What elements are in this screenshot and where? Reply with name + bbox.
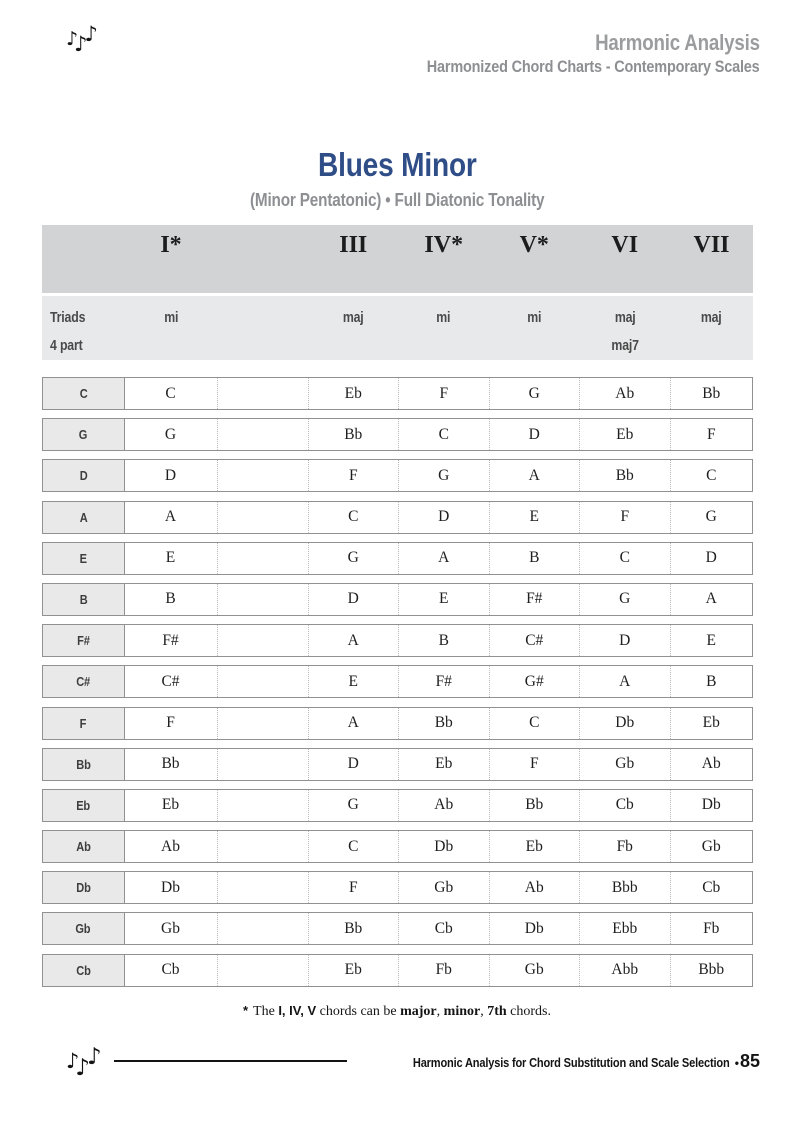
note-cell: Eb (308, 955, 399, 986)
music-notes-logo-footer (66, 1044, 102, 1081)
note-cell: F (670, 419, 753, 450)
degree-header-key-spacer (42, 232, 125, 293)
note-cell: G (164, 425, 177, 443)
row-key-label: Gb (75, 921, 91, 937)
note-cell: B (670, 666, 753, 697)
row-key-label: F (79, 715, 87, 731)
note-cell: Ab (161, 837, 180, 855)
note-cell: A (308, 708, 399, 739)
note-cell (217, 502, 308, 533)
note-cell (217, 955, 308, 986)
degree-header-cell: VII (693, 232, 730, 258)
quality-label-line2: 4 part (50, 338, 83, 354)
note-cell: Bb (308, 419, 399, 450)
footnote-text: chords. (506, 1004, 551, 1019)
footnote-minor: minor (443, 1004, 481, 1019)
row-key-cell (43, 625, 125, 656)
eighth-note-icon: ♪ (87, 1044, 102, 1070)
note-cell: Ab (398, 790, 489, 821)
note-cell (217, 625, 308, 656)
row-key-cell (43, 708, 125, 739)
note-cell: Db (670, 790, 753, 821)
note-cell: F# (398, 666, 489, 697)
note-cell: Bbb (670, 955, 753, 986)
note-cell: C (308, 502, 399, 533)
chord-table-body (42, 377, 753, 987)
note-cell: E (489, 502, 580, 533)
note-cell: Abb (579, 955, 670, 986)
eighth-note-icon: ♪ (74, 32, 88, 56)
note-cell: A (670, 584, 753, 615)
table-row (42, 748, 753, 781)
note-cell: Gb (398, 872, 489, 903)
note-cell: A (489, 460, 580, 491)
row-key-cell (43, 749, 125, 780)
note-cell: D (670, 543, 753, 574)
note-cell: Bb (489, 790, 580, 821)
note-cell: F# (162, 631, 179, 649)
row-key-cell (43, 790, 125, 821)
row-key-cell (43, 460, 125, 491)
row-key-cell (43, 666, 125, 697)
note-cell: A (398, 543, 489, 574)
note-cell: Eb (398, 749, 489, 780)
note-cell: G# (489, 666, 580, 697)
note-cell (217, 419, 308, 450)
note-cell: C (165, 384, 176, 402)
note-cell: Gb (489, 955, 580, 986)
note-cell: Db (579, 708, 670, 739)
row-key-cell (43, 543, 125, 574)
row-key-cell (43, 378, 125, 409)
row-key-label: Eb (76, 797, 91, 813)
row-key-label: C (79, 386, 88, 401)
footer-text-block (357, 1051, 760, 1072)
note-cell: Ebb (579, 913, 670, 944)
note-cell: G (489, 378, 580, 409)
note-cell: F (166, 714, 175, 731)
footnote-seventh: 7th (487, 1004, 507, 1019)
degree-header-cell: III (339, 232, 368, 258)
note-cell: D (489, 419, 580, 450)
eighth-note-icon: ♪ (75, 1055, 91, 1081)
running-head (368, 30, 760, 78)
row-key-label: C# (76, 674, 91, 690)
row-key-cell (43, 913, 125, 944)
note-cell (217, 584, 308, 615)
row-key-label: B (79, 591, 88, 607)
note-cell: F# (489, 584, 580, 615)
table-row (42, 459, 753, 492)
note-cell: C (489, 708, 580, 739)
row-key-cell (43, 502, 125, 533)
footer-bullet: • (734, 1055, 739, 1070)
footnote (0, 1003, 794, 1020)
row-key-cell (43, 955, 125, 986)
table-row (42, 377, 753, 410)
table-row (42, 789, 753, 822)
note-cell: Ab (670, 749, 753, 780)
degree-header-cell: V* (519, 232, 549, 258)
note-cell: B (398, 625, 489, 656)
note-cell: F (308, 872, 399, 903)
note-cell: Gb (579, 749, 670, 780)
note-cell: Bb (670, 378, 753, 409)
note-cell: G (398, 460, 489, 491)
note-cell: A (579, 666, 670, 697)
table-row (42, 954, 753, 987)
note-cell: Eb (579, 419, 670, 450)
note-cell: C (579, 543, 670, 574)
page-subtitle: (Minor Pentatonic) • Full Diatonic Tonality (249, 190, 545, 210)
eighth-note-icon: ♪ (66, 1049, 80, 1073)
quality-value: mi (163, 310, 179, 326)
row-key-label: Cb (76, 962, 91, 978)
note-cell: Bbb (579, 872, 670, 903)
note-cell: E (308, 666, 399, 697)
note-cell: F (308, 460, 399, 491)
eighth-note-icon: ♪ (66, 28, 79, 50)
note-cell: Gb (161, 919, 180, 937)
table-row (42, 418, 753, 451)
note-cell: F (489, 749, 580, 780)
note-cell: A (164, 508, 177, 526)
note-cell: Cb (670, 872, 753, 903)
note-cell: Ab (489, 872, 580, 903)
footnote-degrees: I, IV, V (278, 1003, 317, 1018)
quality-cell (489, 304, 580, 360)
note-cell: B (489, 543, 580, 574)
note-cell: C# (489, 625, 580, 656)
chart-title-block (0, 146, 794, 213)
note-cell (217, 790, 308, 821)
quality-value: mi (436, 310, 451, 326)
row-key-label: D (79, 468, 88, 484)
page-footer (66, 1044, 760, 1081)
note-cell: Cb (161, 961, 180, 979)
quality-cell (125, 304, 217, 360)
eighth-note-icon: ♪ (84, 22, 98, 46)
note-cell: F (398, 378, 489, 409)
table-row (42, 665, 753, 698)
quality-value: maj (342, 310, 364, 326)
degree-header-cell: IV* (424, 232, 464, 258)
note-cell: Bb (161, 755, 180, 773)
table-row (42, 871, 753, 904)
note-cell: D (164, 466, 177, 484)
page-title: Blues Minor (317, 146, 477, 183)
row-key-cell (43, 584, 125, 615)
row-key-cell (43, 872, 125, 903)
note-cell: D (398, 502, 489, 533)
note-cell: Bb (398, 708, 489, 739)
note-cell (217, 872, 308, 903)
note-cell: F (579, 502, 670, 533)
note-cell: E (165, 549, 176, 567)
quality-cell (399, 304, 490, 360)
note-cell: Fb (579, 831, 670, 862)
degree-header-cell (217, 232, 308, 293)
note-cell: G (308, 543, 399, 574)
note-cell (217, 666, 308, 697)
row-key-label: Ab (76, 839, 91, 855)
quality-cell (580, 304, 671, 360)
note-cell: Eb (489, 831, 580, 862)
table-row (42, 624, 753, 657)
note-cell (217, 913, 308, 944)
note-cell: C (670, 460, 753, 491)
footnote-text: , (480, 1004, 488, 1019)
note-cell: Db (398, 831, 489, 862)
degree-header-cell: I* (160, 232, 182, 258)
note-cell: D (579, 625, 670, 656)
note-cell: Fb (398, 955, 489, 986)
note-cell: C (308, 831, 399, 862)
row-key-cell (43, 831, 125, 862)
page-number: 85 (739, 1050, 760, 1071)
quality-label-line1: Triads (50, 310, 86, 326)
footer-running-title: Harmonic Analysis for Chord Substitution and Scale Selection (413, 1054, 730, 1070)
note-cell: D (308, 749, 399, 780)
note-cell: D (308, 584, 399, 615)
note-cell: Eb (308, 378, 399, 409)
footer-rule (114, 1060, 347, 1062)
note-cell (217, 378, 308, 409)
row-key-label: G (79, 427, 88, 443)
row-key-label: A (79, 509, 88, 525)
note-cell: E (670, 625, 753, 656)
table-row (42, 583, 753, 616)
note-cell: A (308, 625, 399, 656)
footnote-text: , (436, 1004, 444, 1019)
table-row (42, 912, 753, 945)
note-cell: Eb (670, 708, 753, 739)
doc-title: Harmonic Analysis (595, 30, 760, 55)
quality-row (42, 296, 753, 360)
note-cell: Eb (161, 796, 180, 814)
row-key-label: F# (76, 633, 90, 649)
row-key-label: E (79, 550, 87, 566)
note-cell: E (398, 584, 489, 615)
note-cell: Bb (308, 913, 399, 944)
doc-subtitle: Harmonized Chord Charts - Contemporary Scales (427, 57, 760, 76)
quality-cell (670, 304, 753, 360)
quality-value: mi (527, 310, 542, 326)
table-row (42, 542, 753, 575)
note-cell: Fb (670, 913, 753, 944)
table-row (42, 707, 753, 740)
row-key-cell (43, 419, 125, 450)
note-cell: B (165, 590, 176, 608)
quality-cell (217, 304, 308, 360)
footnote-text: The (253, 1004, 279, 1019)
quality-cell (308, 304, 399, 360)
note-cell: C# (161, 672, 180, 690)
footnote-asterisk: * (242, 1003, 249, 1018)
note-cell: G (579, 584, 670, 615)
quality-value: maj7 (611, 338, 639, 354)
note-cell: Db (161, 878, 180, 896)
note-cell (217, 460, 308, 491)
note-cell: C (398, 419, 489, 450)
quality-value: maj (614, 310, 636, 326)
note-cell: G (670, 502, 753, 533)
footnote-major: major (400, 1004, 437, 1019)
note-cell (217, 749, 308, 780)
row-key-label: Bb (76, 756, 91, 772)
degree-header-cell: VI (611, 232, 639, 258)
table-row (42, 830, 753, 863)
degree-header-row (42, 225, 753, 293)
chord-table (42, 225, 753, 987)
note-cell: Ab (579, 378, 670, 409)
note-cell (217, 708, 308, 739)
note-cell: Cb (398, 913, 489, 944)
note-cell: Gb (670, 831, 753, 862)
table-row (42, 501, 753, 534)
note-cell: G (308, 790, 399, 821)
row-key-label: Db (76, 880, 91, 896)
note-cell: Cb (579, 790, 670, 821)
quality-row-label (42, 304, 125, 360)
note-cell (217, 831, 308, 862)
note-cell: Bb (579, 460, 670, 491)
note-cell (217, 543, 308, 574)
footnote-text: chords can be (316, 1004, 401, 1019)
music-notes-logo (66, 22, 98, 56)
quality-value: maj (701, 310, 722, 326)
note-cell: Db (489, 913, 580, 944)
